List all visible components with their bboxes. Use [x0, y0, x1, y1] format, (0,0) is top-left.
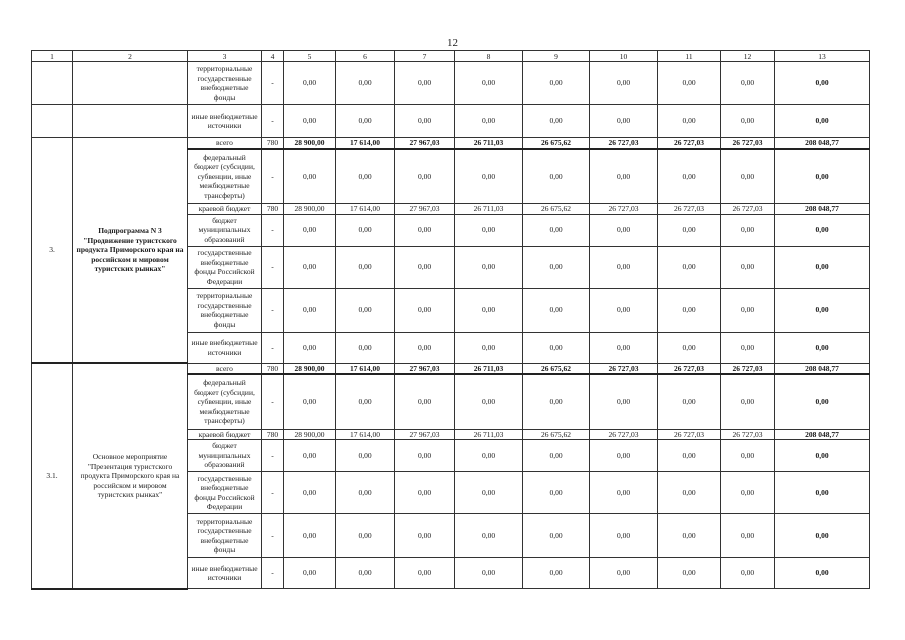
value-cell: 0,00 [590, 288, 658, 332]
row-name-cell [73, 105, 188, 138]
funding-source: территориальные государственные внебюджетные фонды [188, 62, 262, 105]
value-cell: 26 711,03 [455, 138, 523, 149]
row-name: Подпрограмма N 3 "Продвижение туристского продукта Приморского края на российском и мировом туристских рынках" [73, 138, 188, 364]
value-cell: 0,00 [523, 62, 590, 105]
value-cell: 0,00 [336, 440, 395, 472]
value-cell: 0,00 [284, 214, 336, 246]
value-cell: 0,00 [721, 514, 775, 558]
column-number: 4 [262, 51, 284, 62]
value-cell: 0,00 [284, 62, 336, 105]
table-row [32, 138, 870, 149]
value-cell: 0,00 [455, 514, 523, 558]
value-cell: 0,00 [336, 62, 395, 105]
value-cell: 26 727,03 [658, 363, 721, 374]
value-cell: 26 727,03 [658, 429, 721, 440]
value-cell: 26 727,03 [658, 138, 721, 149]
value-cell: 0,00 [395, 374, 455, 429]
value-cell: 26 675,62 [523, 363, 590, 374]
value-cell: 0,00 [658, 214, 721, 246]
funding-source: федеральный бюджет (субсидии, субвенции, иные межбюджетные трансферты) [188, 149, 262, 204]
value-cell: 208 048,77 [775, 204, 870, 215]
funding-source: иные внебюджетные источники [188, 332, 262, 363]
value-cell: 0,00 [590, 332, 658, 363]
value-cell: 0,00 [658, 288, 721, 332]
value-cell: 0,00 [455, 214, 523, 246]
value-cell: 0,00 [721, 246, 775, 288]
code-cell: - [262, 514, 284, 558]
code-cell: 780 [262, 429, 284, 440]
value-cell: 26 727,03 [721, 204, 775, 215]
value-cell: 26 727,03 [590, 429, 658, 440]
value-cell: 0,00 [455, 472, 523, 514]
value-cell: 26 727,03 [590, 138, 658, 149]
value-cell: 0,00 [721, 472, 775, 514]
row-name: Основное мероприятие "Презентация туристского продукта Приморского края на российском и мировом туристских рынках" [73, 363, 188, 589]
value-cell: 0,00 [395, 62, 455, 105]
value-cell: 0,00 [455, 440, 523, 472]
code-cell: - [262, 332, 284, 363]
code-cell: - [262, 246, 284, 288]
value-cell: 26 727,03 [658, 204, 721, 215]
budget-table [31, 50, 870, 590]
funding-source: государственные внебюджетные фонды Российской Федерации [188, 246, 262, 288]
value-cell: 17 614,00 [336, 429, 395, 440]
value-cell: 0,00 [336, 214, 395, 246]
value-cell: 0,00 [336, 288, 395, 332]
value-cell: 26 727,03 [721, 138, 775, 149]
row-number-cell [32, 62, 73, 105]
table-body [32, 51, 870, 589]
code-cell: - [262, 558, 284, 589]
value-cell: 0,00 [284, 558, 336, 589]
value-cell: 0,00 [590, 558, 658, 589]
value-cell: 0,00 [336, 246, 395, 288]
code-cell: 780 [262, 363, 284, 374]
value-cell: 0,00 [658, 440, 721, 472]
value-cell: 0,00 [284, 514, 336, 558]
value-cell: 0,00 [721, 105, 775, 138]
value-cell: 0,00 [523, 246, 590, 288]
value-cell: 26 675,62 [523, 138, 590, 149]
code-cell: 780 [262, 138, 284, 149]
value-cell: 0,00 [284, 105, 336, 138]
value-cell: 0,00 [523, 472, 590, 514]
value-cell: 0,00 [523, 558, 590, 589]
table-row [32, 105, 870, 138]
value-cell: 0,00 [590, 514, 658, 558]
value-cell: 0,00 [395, 288, 455, 332]
value-cell: 26 727,03 [590, 204, 658, 215]
column-number-row [32, 51, 870, 62]
value-cell: 0,00 [336, 472, 395, 514]
value-cell: 0,00 [523, 514, 590, 558]
value-cell: 0,00 [775, 374, 870, 429]
value-cell: 0,00 [775, 332, 870, 363]
value-cell: 0,00 [455, 288, 523, 332]
value-cell: 208 048,77 [775, 429, 870, 440]
value-cell: 0,00 [395, 105, 455, 138]
value-cell: 0,00 [721, 149, 775, 204]
value-cell: 0,00 [284, 149, 336, 204]
value-cell: 0,00 [455, 246, 523, 288]
column-number: 5 [284, 51, 336, 62]
code-cell: - [262, 62, 284, 105]
value-cell: 0,00 [284, 288, 336, 332]
funding-source: бюджет муниципальных образований [188, 214, 262, 246]
column-number: 9 [523, 51, 590, 62]
value-cell: 0,00 [395, 214, 455, 246]
column-number: 1 [32, 51, 73, 62]
value-cell: 0,00 [455, 149, 523, 204]
value-cell: 0,00 [590, 105, 658, 138]
value-cell: 0,00 [590, 62, 658, 105]
value-cell: 0,00 [658, 332, 721, 363]
value-cell: 0,00 [336, 558, 395, 589]
value-cell: 26 711,03 [455, 363, 523, 374]
funding-source: федеральный бюджет (субсидии, субвенции, иные межбюджетные трансферты) [188, 374, 262, 429]
value-cell: 0,00 [523, 288, 590, 332]
value-cell: 0,00 [336, 149, 395, 204]
value-cell: 0,00 [658, 514, 721, 558]
value-cell: 0,00 [658, 149, 721, 204]
value-cell: 0,00 [590, 149, 658, 204]
value-cell: 0,00 [775, 440, 870, 472]
column-number: 13 [775, 51, 870, 62]
row-name-cell [73, 62, 188, 105]
value-cell: 26 727,03 [721, 429, 775, 440]
value-cell: 0,00 [658, 472, 721, 514]
value-cell: 0,00 [590, 472, 658, 514]
column-number: 6 [336, 51, 395, 62]
column-number: 10 [590, 51, 658, 62]
value-cell: 0,00 [658, 105, 721, 138]
value-cell: 26 727,03 [721, 363, 775, 374]
value-cell: 0,00 [775, 62, 870, 105]
page-number: 12 [447, 37, 458, 49]
value-cell: 0,00 [658, 374, 721, 429]
value-cell: 28 900,00 [284, 429, 336, 440]
table-row [32, 363, 870, 374]
value-cell: 0,00 [721, 214, 775, 246]
value-cell: 0,00 [721, 558, 775, 589]
value-cell: 28 900,00 [284, 363, 336, 374]
value-cell: 0,00 [455, 62, 523, 105]
value-cell: 0,00 [775, 472, 870, 514]
value-cell: 27 967,03 [395, 138, 455, 149]
value-cell: 0,00 [721, 62, 775, 105]
column-number: 3 [188, 51, 262, 62]
value-cell: 0,00 [284, 246, 336, 288]
value-cell: 0,00 [590, 246, 658, 288]
value-cell: 0,00 [775, 514, 870, 558]
value-cell: 27 967,03 [395, 363, 455, 374]
funding-source: краевой бюджет [188, 204, 262, 215]
value-cell: 0,00 [775, 288, 870, 332]
code-cell: - [262, 214, 284, 246]
code-cell: 780 [262, 204, 284, 215]
value-cell: 0,00 [284, 440, 336, 472]
value-cell: 208 048,77 [775, 363, 870, 374]
value-cell: 0,00 [336, 514, 395, 558]
value-cell: 0,00 [775, 246, 870, 288]
value-cell: 0,00 [395, 514, 455, 558]
value-cell: 0,00 [775, 105, 870, 138]
value-cell: 0,00 [455, 105, 523, 138]
value-cell: 0,00 [284, 332, 336, 363]
value-cell: 0,00 [523, 440, 590, 472]
column-number: 8 [455, 51, 523, 62]
funding-source: государственные внебюджетные фонды Российской Федерации [188, 472, 262, 514]
value-cell: 0,00 [455, 374, 523, 429]
value-cell: 0,00 [523, 149, 590, 204]
column-number: 12 [721, 51, 775, 62]
value-cell: 0,00 [721, 332, 775, 363]
value-cell: 0,00 [523, 105, 590, 138]
value-cell: 17 614,00 [336, 138, 395, 149]
value-cell: 0,00 [336, 105, 395, 138]
value-cell: 27 967,03 [395, 204, 455, 215]
value-cell: 26 675,62 [523, 429, 590, 440]
code-cell: - [262, 288, 284, 332]
value-cell: 0,00 [455, 332, 523, 363]
value-cell: 0,00 [395, 440, 455, 472]
value-cell: 0,00 [395, 246, 455, 288]
table-row [32, 62, 870, 105]
code-cell: - [262, 105, 284, 138]
value-cell: 17 614,00 [336, 363, 395, 374]
value-cell: 0,00 [721, 374, 775, 429]
value-cell: 0,00 [775, 214, 870, 246]
column-number: 2 [73, 51, 188, 62]
column-number: 7 [395, 51, 455, 62]
value-cell: 26 711,03 [455, 204, 523, 215]
value-cell: 0,00 [395, 149, 455, 204]
value-cell: 28 900,00 [284, 204, 336, 215]
row-number: 3. [32, 138, 73, 364]
value-cell: 17 614,00 [336, 204, 395, 215]
funding-source: всего [188, 363, 262, 374]
code-cell: - [262, 374, 284, 429]
funding-source: иные внебюджетные источники [188, 558, 262, 589]
value-cell: 26 675,62 [523, 204, 590, 215]
funding-source: территориальные государственные внебюджетные фонды [188, 288, 262, 332]
value-cell: 0,00 [336, 332, 395, 363]
code-cell: - [262, 472, 284, 514]
funding-source: всего [188, 138, 262, 149]
value-cell: 0,00 [590, 374, 658, 429]
value-cell: 0,00 [523, 374, 590, 429]
column-number: 11 [658, 51, 721, 62]
value-cell: 0,00 [284, 472, 336, 514]
value-cell: 0,00 [336, 374, 395, 429]
value-cell: 0,00 [658, 558, 721, 589]
value-cell: 26 727,03 [590, 363, 658, 374]
value-cell: 0,00 [284, 374, 336, 429]
row-number: 3.1. [32, 363, 73, 589]
value-cell: 0,00 [395, 332, 455, 363]
code-cell: - [262, 149, 284, 204]
value-cell: 0,00 [775, 149, 870, 204]
value-cell: 0,00 [590, 214, 658, 246]
funding-source: бюджет муниципальных образований [188, 440, 262, 472]
value-cell: 26 711,03 [455, 429, 523, 440]
value-cell: 0,00 [590, 440, 658, 472]
value-cell: 0,00 [395, 472, 455, 514]
value-cell: 27 967,03 [395, 429, 455, 440]
row-number-cell [32, 105, 73, 138]
value-cell: 0,00 [523, 214, 590, 246]
value-cell: 0,00 [721, 288, 775, 332]
value-cell: 0,00 [721, 440, 775, 472]
value-cell: 0,00 [658, 246, 721, 288]
funding-source: иные внебюджетные источники [188, 105, 262, 138]
funding-source: территориальные государственные внебюджетные фонды [188, 514, 262, 558]
value-cell: 208 048,77 [775, 138, 870, 149]
value-cell: 0,00 [455, 558, 523, 589]
code-cell: - [262, 440, 284, 472]
value-cell: 0,00 [395, 558, 455, 589]
funding-source: краевой бюджет [188, 429, 262, 440]
value-cell: 28 900,00 [284, 138, 336, 149]
value-cell: 0,00 [775, 558, 870, 589]
value-cell: 0,00 [523, 332, 590, 363]
value-cell: 0,00 [658, 62, 721, 105]
